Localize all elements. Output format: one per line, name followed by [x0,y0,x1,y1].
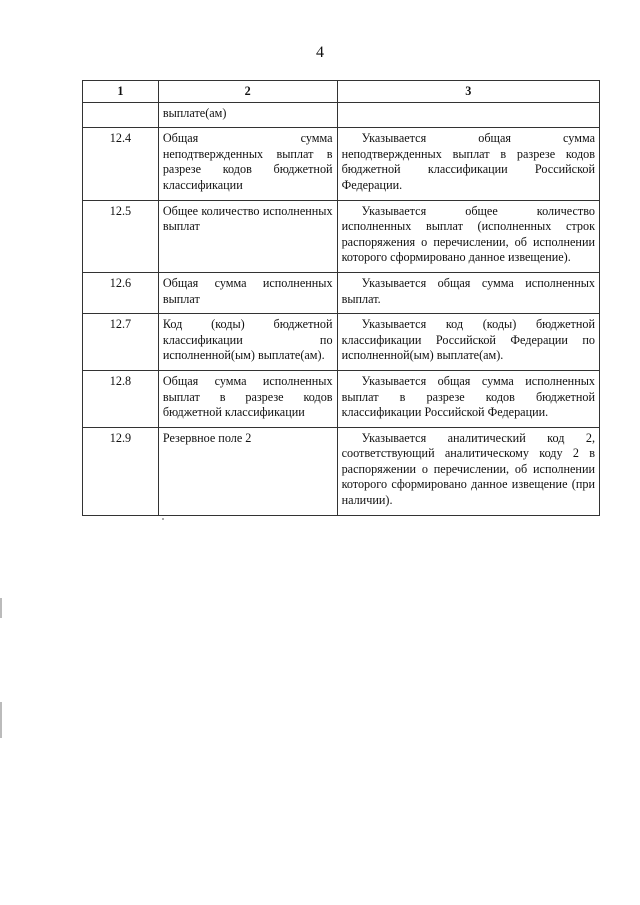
row-number: 12.5 [83,200,159,272]
field-description: Указывается код (коды) бюджетной классификации Российской Федерации по исполненной(ым) выплате(ам). [337,314,599,371]
field-description: Указывается общее количество исполненных выплат (исполненных строк распоряжения о перечислении, об исполнении которого сформировано данное извещение). [337,200,599,272]
table-row [83,200,600,272]
table-row [83,272,600,313]
row-number: 12.8 [83,370,159,427]
field-description: Указывается общая сумма неподтвержденных выплат в разрезе кодов бюджетной классификации Российской Федерации. [337,128,599,200]
table-row [83,128,600,200]
row-number: 12.7 [83,314,159,371]
field-description [337,102,599,128]
field-description: Указывается общая сумма исполненных выплат в разрезе кодов бюджетной классификации Российской Федерации. [337,370,599,427]
row-number: 12.4 [83,128,159,200]
column-header-1: 1 [83,81,159,103]
row-number: 12.6 [83,272,159,313]
table-header-row [83,81,600,103]
table-row [83,314,600,371]
row-number [83,102,159,128]
column-header-2: 2 [158,81,337,103]
field-name: Общая сумма исполненных выплат в разрезе кодов бюджетной классификации [158,370,337,427]
table-row-continuation [83,102,600,128]
field-name: Общая сумма исполненных выплат [158,272,337,313]
page-number: 4 [316,44,324,61]
field-name: выплате(ам) [158,102,337,128]
scan-speck [162,518,164,520]
field-name: Общая сумма неподтвержденных выплат в разрезе кодов бюджетной классификации [158,128,337,200]
field-description: Указывается общая сумма исполненных выплат. [337,272,599,313]
field-name: Общее количество исполненных выплат [158,200,337,272]
table-row [83,427,600,515]
field-name: Код (коды) бюджетной классификации по исполненной(ым) выплате(ам). [158,314,337,371]
field-name: Резервное поле 2 [158,427,337,515]
column-header-3: 3 [337,81,599,103]
field-description: Указывается аналитический код 2, соответствующий аналитическому коду 2 в распоряжении о перечислении, об исполнении которого сформировано данное извещение (при наличии). [337,427,599,515]
scan-edge-mark [0,702,2,738]
scan-edge-mark [0,598,2,618]
row-number: 12.9 [83,427,159,515]
table-row [83,370,600,427]
document-table [82,80,600,516]
